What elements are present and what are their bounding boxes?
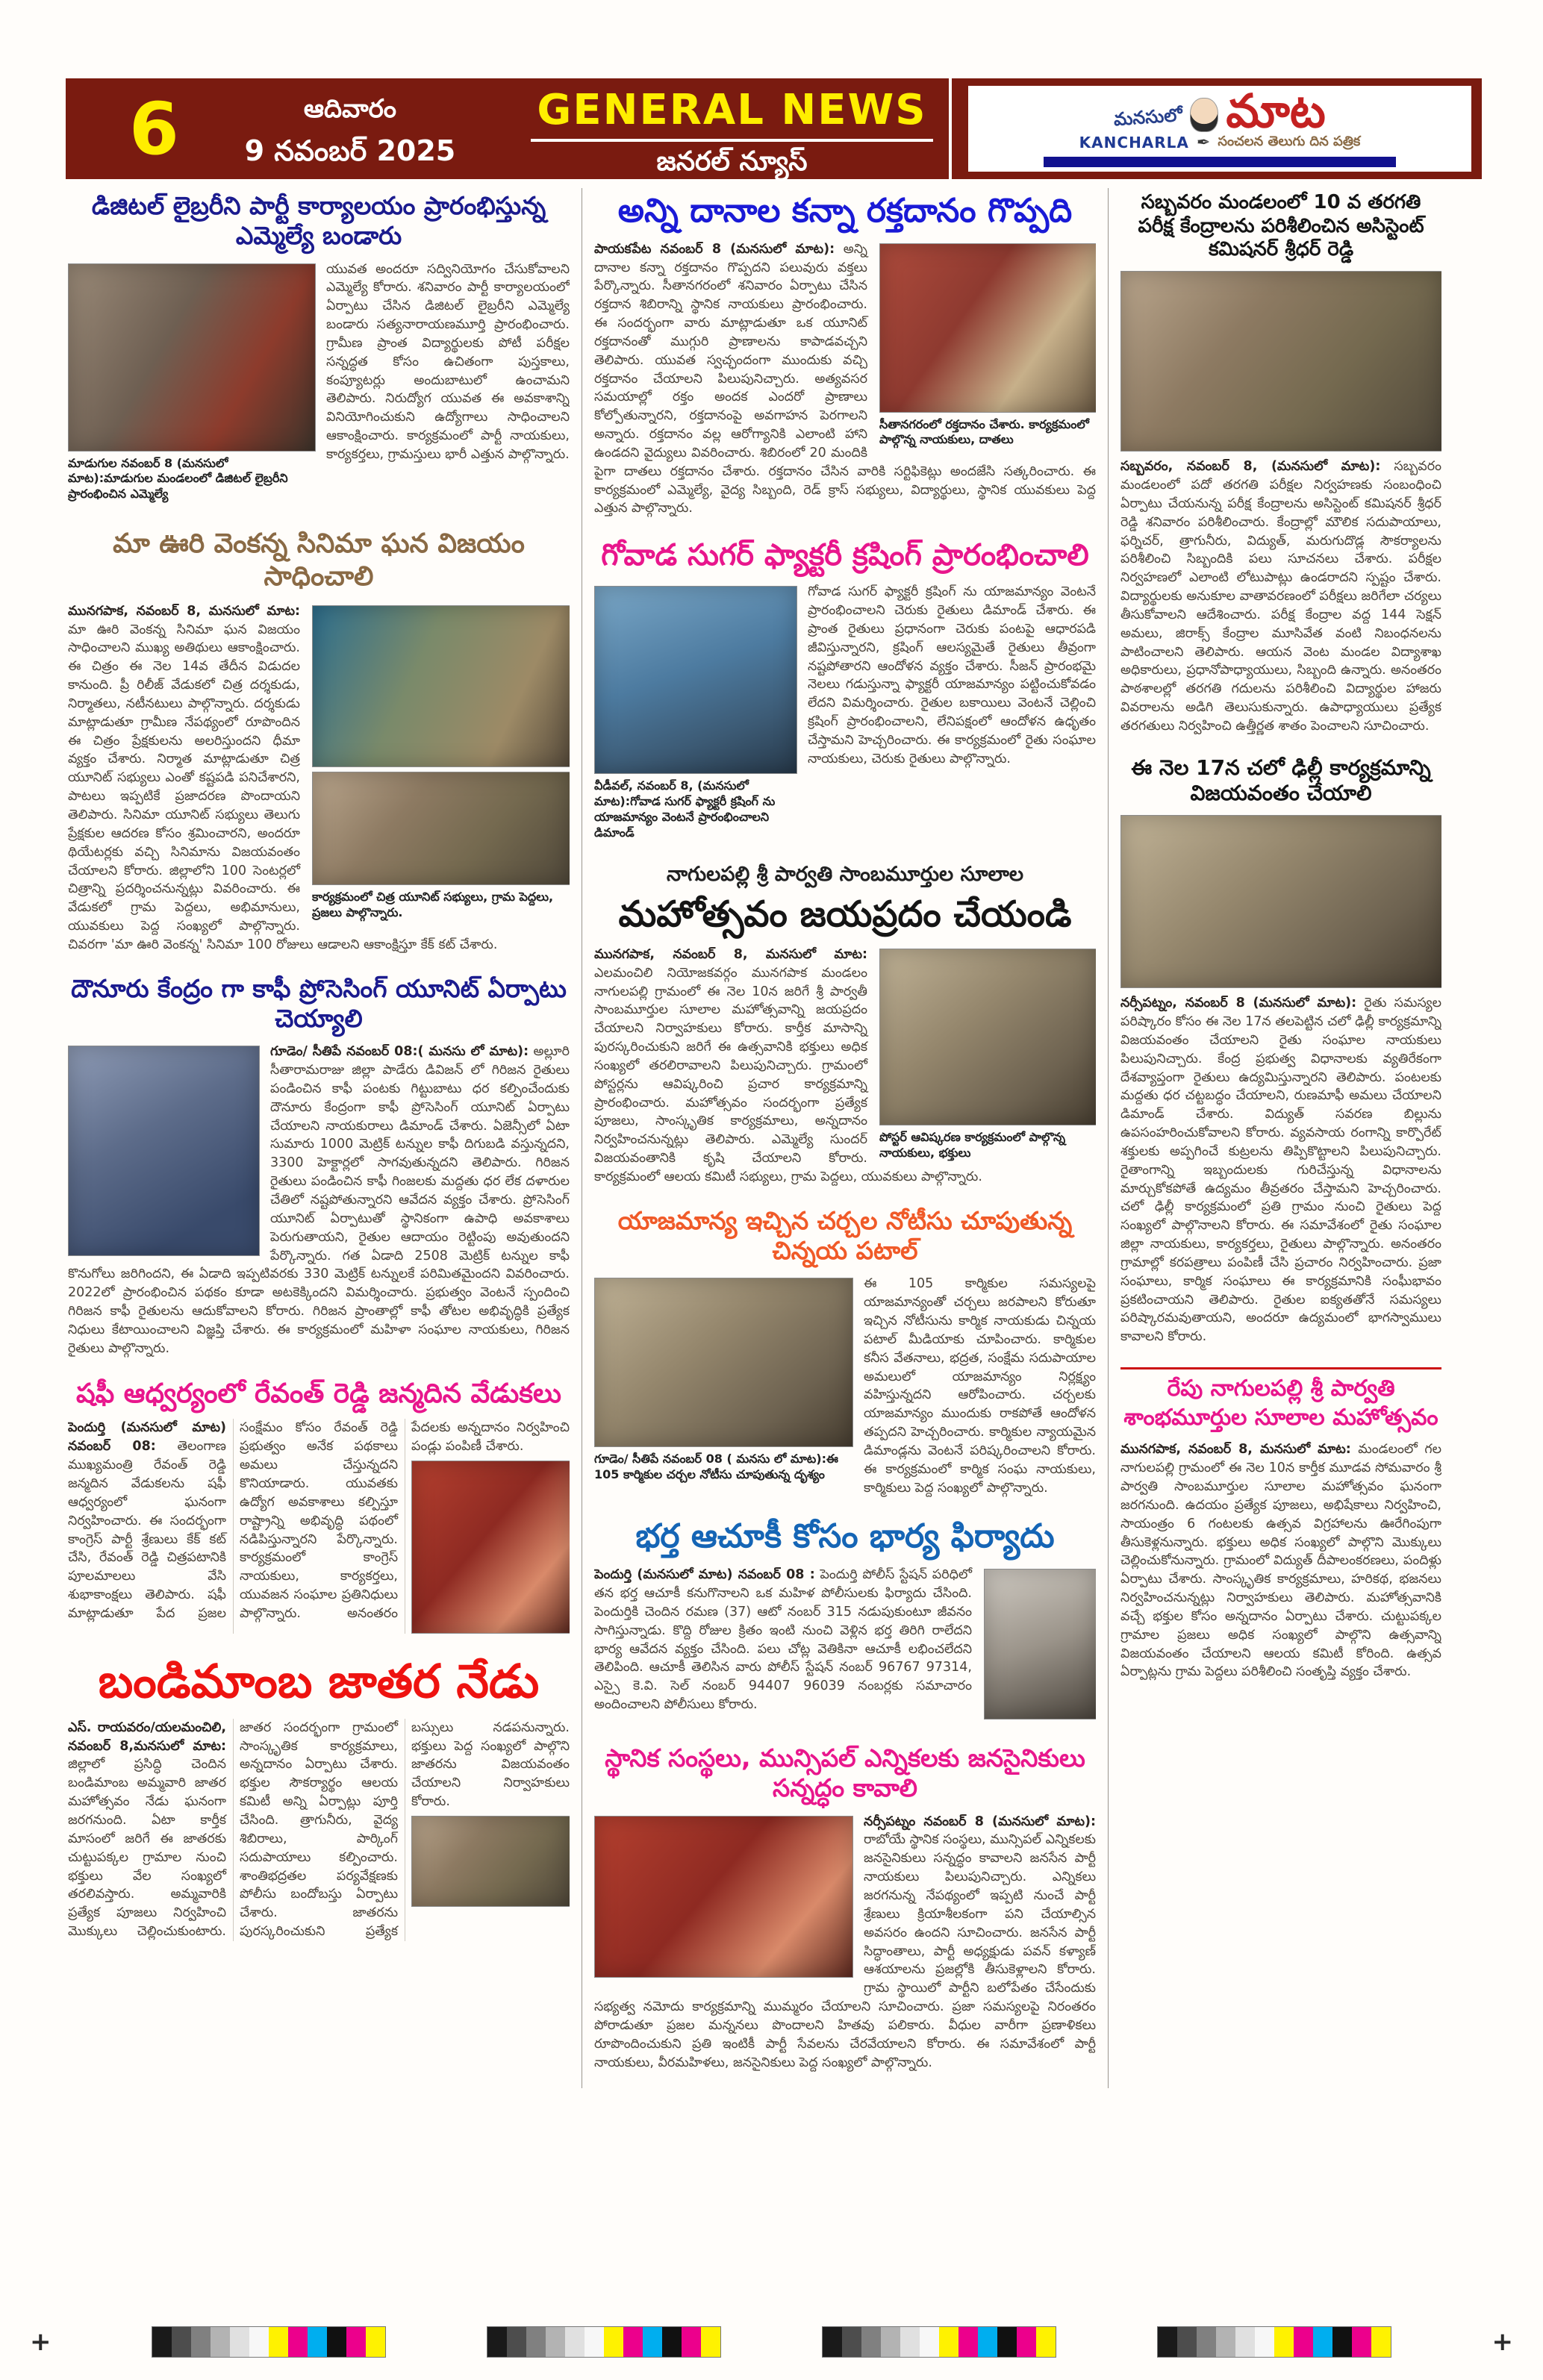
news-photo-woman-leader: [68, 1046, 260, 1256]
photo-caption: గూడెం/ సీతిపే నవంబర్ 08 ( మనసు లో మాట):ఈ 105 కార్మికుల చర్చల నోటీసు చూపుతున్న దృశ్యం: [594, 1452, 838, 1482]
dateline: పెందుర్తి (మనసులో మాట) నవంబర్ 08 :: [594, 1567, 815, 1583]
column-right: [1109, 188, 1453, 2088]
article-coffee-processing: [68, 971, 570, 1358]
weekday: ఆదివారం: [303, 93, 396, 124]
dateline: గూడెం/ సీతిపే నవంబర్ 08:( మనసు లో మాట):: [270, 1044, 529, 1060]
dateline: సబ్బవరం, నవంబర్ 8, (మనసులో మాట):: [1120, 459, 1381, 475]
page-columns: [56, 188, 1489, 2088]
crop-mark-left: +: [30, 2327, 52, 2357]
body-text: పెందుర్తి పోలీస్ స్టేషన్ పరిధిలో తన భర్త ఆచూకీ కనుగొనాలని ఒక మహిళ పోలీసులకు ఫిర్యాదు చేసింది. పెందుర్తికి చెందిన రమణ (37) ఆటో నంబర్ 315 నడుపుకుంటూ జీవనం సాగిస్తున్నాడు. కొద్ది రోజుల క్రితం ఇంటి నుంచి వెళ్లిన భర్త తిరిగి రాలేదని భార్య ఆవేదన వ్యక్తం చేసింది. పలు చోట్ల వెతికినా ఆచూకీ లభించలేదని తెలిపింది. ఆచూకీ తెలిసిన వారు పోలీస్ స్టేషన్ నంబర్ 96767 97314, ఎస్సై కె.వి. సెల్ నంబర్ 94407 96039 నంబర్లకు సమాచారం అందించాలని పోలీసులు కోరారు.: [594, 1567, 972, 1713]
logo-bar: [1044, 157, 1396, 167]
news-photo-janasena-meeting: [594, 1816, 853, 1978]
news-photo-farmer-leader: [594, 586, 797, 774]
kicker: నాగులపల్లి శ్రీ పార్వతి సాంబమూర్తుల సూలాల: [666, 863, 1024, 887]
headline: బండిమాంబ జాతర నేడు: [98, 1654, 540, 1709]
logo-title: మాట: [1226, 84, 1326, 139]
news-photo-missing-man: [984, 1569, 1096, 1720]
article-body: గోవాడ సుగర్ ఫ్యాక్టరీ క్రషింగ్ ను యాజమాన్యం వెంటనే ప్రారంభించాలని చెరుకు రైతులు డిమాండ్ చేశారు. ఈ ప్రాంత రైతులు ప్రధానంగా చెరుకు పంటపై ఆధారపడి జీవిస్తున్నారని, క్రషింగ్ ఆలస్యమైతే రైతులు తీవ్రంగా నష్టపోతారని ఆందోళన వ్యక్తం చేశారు. సీజన్ ప్రారంభమై నెలలు గడుస్తున్నా ఫ్యాక్టరీ యాజమాన్యం పట్టించుకోవడం లేదని విమర్శించారు. రైతుల బకాయిలు వెంటనే చెల్లించి క్రషింగ్ ప్రారంభించాలని, లేనిపక్షంలో ఆందోళన ఉధృతం చేస్తామని హెచ్చరించారు. ఈ కార్యక్రమంలో రైతు సంఘాల నాయకులు, చెరుకు రైతులు పాల్గొన్నారు.: [808, 584, 1096, 766]
body-text: అన్ని దానాల కన్నా రక్తదానం గొప్పదని పలువురు వక్తలు పేర్కొన్నారు. సీతానగరంలో శనివారం ఏర్పాటు చేసిన రక్తదాన శిబిరాన్ని స్థానిక నాయకులు ప్రారంభించారు. ఈ సందర్భంగా వారు మాట్లాడుతూ ఒక యూనిట్ రక్తదానంతో ముగ్గురి ప్రాణాలను కాపాడవచ్చని తెలిపారు. యువత స్వచ్ఛందంగా ముందుకు వచ్చి రక్తదానం చేయాలని పిలుపునిచ్చారు. అత్యవసర సమయాల్లో రక్తం అందక ఎందరో ప్రాణాలు కోల్పోతున్నారని, రక్తదానంపై అవగాహన పెరగాలని అన్నారు. రక్తదానం వల్ల ఆరోగ్యానికి ఎలాంటి హాని ఉండదని వైద్యులు వివరించారు. శిబిరంలో 20 మందికి పైగా దాతలు రక్తదానం చేశారు. రక్తదానం చేసిన వారికి సర్టిఫికెట్లు అందజేసి సత్కరించారు. ఈ కార్యక్రమంలో ఎమ్మెల్యే, వైద్య సిబ్బంది, రెడ్ క్రాస్ సభ్యులు, విద్యార్థులు, స్థానిక యువకులు పెద్ద ఎత్తున పాల్గొన్నారు.: [594, 241, 1096, 516]
news-photo-jatara: [411, 1816, 570, 1907]
body-text: మా ఊరి వెంకన్న సినిమా ఘన విజయం సాధించాలని ముఖ్య అతిథులు ఆకాంక్షించారు. ఈ చిత్రం ఈ నెల 14వ తేదీన విడుదల కానుంది. ప్రీ రిలీజ్ వేడుకలో చిత్ర దర్శకుడు, నిర్మాతలు, నటీనటులు పాల్గొన్నారు. దర్శకుడు మాట్లాడుతూ గ్రామీణ నేపథ్యంలో రూపొందిన ఈ చిత్రం ప్రేక్షకులను అలరిస్తుందని ధీమా వ్యక్తం చేశారు. నిర్మాత మాట్లాడుతూ చిత్ర యూనిట్ సభ్యులు ఎంతో కష్టపడి పనిచేశారని, పాటలు ఇప్పటికే ప్రజాదరణ పొందాయని తెలిపారు. సినిమా యూనిట్ సభ్యులు తెలుగు ప్రేక్షకుల ఆదరణ కోసం శ్రమించారని, అందరూ థియేటర్లకు వచ్చి సినిమాను విజయవంతం చేయాలని కోరారు. జిల్లాలోని 100 సెంటర్లలో చిత్రాన్ని ప్రదర్శించనున్నట్లు వివరించారు. ఈ వేడుకలో గ్రామ పెద్దలు, అభిమానులు, యువకులు పెద్ద సంఖ్యలో పాల్గొన్నారు. చివరగా 'మా ఊరి వెంకన్న' సినిమా 100 రోజులు ఆడాలని ఆకాంక్షిస్తూ కేక్ కట్ చేశారు.: [68, 622, 498, 952]
dateline: మునగపాక, నవంబర్ 8, మనసులో మాట:: [68, 603, 300, 619]
photo-caption: సీతానగరంలో రక్తదానం చేశారు. కార్యక్రమంలో పాల్గొన్న నాయకులు, దాతలు: [879, 416, 1089, 447]
photo-caption: పోస్టర్ ఆవిష్కరణ కార్యక్రమంలో పాల్గొన్న నాయకులు, భక్తులు: [879, 1129, 1066, 1160]
headline: గోవాడ సుగర్ ఫ్యాక్టరీ క్రషింగ్ ప్రారంభించాలి: [601, 538, 1089, 573]
page-number: 6: [129, 87, 179, 171]
date: 9 నవంబర్ 2025: [244, 134, 456, 167]
logo-word-top: మనసులో: [1113, 104, 1184, 131]
photo-caption: మాడుగుల నవంబర్ 8 (మనసులో మాట):మాడుగుల మండలంలో డిజిటల్ లైబ్రరీని ప్రారంభించిన ఎమ్మెల్యే: [68, 455, 288, 502]
dateline: నర్సీపట్నం నవంబర్ 8 (మనసులో మాట):: [864, 1814, 1096, 1829]
headline-line2: శాంభమూర్తుల సూలాల మహోత్సవం: [1123, 1404, 1438, 1431]
article-sugar-factory: [594, 534, 1096, 846]
body-text: సబ్బవరం మండలంలో పదో తరగతి పరీక్షల నిర్వహణకు సంబంధించి ఏర్పాటు చేయనున్న పరీక్ష కేంద్రాలను అసిస్టెంట్ కమిషనర్ శ్రీధర్ రెడ్డి శనివారం పరిశీలించారు. కేంద్రాల్లో మౌలిక సదుపాయాలు, ఫర్నిచర్, త్రాగునీరు, విద్యుత్, మరుగుదొడ్ల సౌకర్యాలను పరిశీలించి సిబ్బందికి పలు సూచనలు చేశారు. పరీక్షల నిర్వహణలో ఎలాంటి లోటుపాట్లు ఉండరాదని స్పష్టం చేశారు. విద్యార్థులకు అనుకూల వాతావరణంలో పరీక్షలు జరిగేలా చర్యలు తీసుకోవాలని ఆదేశించారు. పరీక్ష కేంద్రాల వద్ద 144 సెక్షన్ అమలు, జిరాక్స్ కేంద్రాల మూసివేత వంటి నిబంధనలను పాటించాలని తెలిపారు. ఆయన వెంట మండల విద్యాశాఖ అధికారులు, ప్రధానోపాధ్యాయులు, సిబ్బంది ఉన్నారు. అనంతరం పాఠశాలల్లో తరగతి గదులను పరిశీలించి విద్యార్థుల హాజరు వివరాలను అడిగి తెలుసుకున్నారు. ఉపాధ్యాయులు ప్రత్యేక తరగతులు నిర్వహించి ఉత్తీర్ణత శాతం పెంచాలని సూచించారు.: [1120, 459, 1441, 734]
article-body: ఈ 105 కార్మికుల సమస్యలపై యాజమాన్యంతో చర్చలు జరపాలని కోరుతూ ఇచ్చిన నోటీసును కార్మిక నాయకుడు చిన్నయ పటాల్ మీడియాకు చూపించారు. కార్మికుల కనీస వేతనాలు, భద్రత, సంక్షేమ సదుపాయాల అమలులో యాజమాన్యం నిర్లక్ష్యం వహిస్తున్నదని ఆరోపించారు. చర్చలకు యాజమాన్యం ముందుకు రాకపోతే ఆందోళన తప్పదని హెచ్చరించారు. కార్మికుల న్యాయమైన డిమాండ్లను వెంటనే పరిష్కరించాలని కోరారు. ఈ కార్యక్రమంలో కార్మిక సంఘ నాయకులు, కార్మికులు పెద్ద సంఖ్యలో పాల్గొన్నారు.: [864, 1276, 1096, 1496]
color-bar-group-2: [487, 2326, 721, 2358]
headline: ఈ నెల 17న చలో ఢిల్లీ కార్యక్రమాన్ని విజయవంతం చేయాలి: [1131, 755, 1431, 805]
color-bar-group-4: [1157, 2326, 1391, 2358]
header-divider: [949, 78, 952, 179]
body-text: జిల్లాలో ప్రసిద్ధి చెందిన బండిమాంబ అమ్మవారి జాతర మహోత్సవం నేడు ఘనంగా జరగనుంది. ఏటా కార్తీక మాసంలో జరిగే ఈ జాతరకు చుట్టుపక్కల గ్రామాల నుంచి భక్తులు వేల సంఖ్యలో తరలివస్తారు. అమ్మవారికి ప్రత్యేక పూజలు నిర్వహించి మొక్కులు చెల్లించుకుంటారు. జాతర సందర్భంగా గ్రామంలో సాంస్కృతిక కార్యక్రమాలు, అన్నదానం ఏర్పాటు చేశారు. భక్తుల సౌకర్యార్థం ఆలయ కమిటీ అన్ని ఏర్పాట్లు పూర్తి చేసింది. త్రాగునీరు, వైద్య శిబిరాలు, పార్కింగ్ సదుపాయాలు కల్పించారు. శాంతిభద్రతల పర్యవేక్షణకు పోలీసు బందోబస్తు ఏర్పాటు చేశారు. జాతరను పురస్కరించుకుని ప్రత్యేక బస్సులు నడపనున్నారు. భక్తులు పెద్ద సంఖ్యలో పాల్గొని జాతరను విజయవంతం చేయాలని నిర్వాహకులు కోరారు.: [68, 1720, 570, 1940]
article-digital-library: [68, 188, 570, 508]
headline: డిజిటల్ లైబ్రరీని పార్టీ కార్యాలయం ప్రారంభిస్తున్న ఎమ్మెల్యే బండారు: [91, 191, 546, 251]
dateline: మునగపాక, నవంబర్ 8, మనసులో మాట:: [594, 946, 867, 962]
headline: షఫీ ఆధ్వర్యంలో రేవంత్ రెడ్డి జన్మదిన వేడుకలు: [75, 1378, 562, 1409]
pen-nib-icon: ✒: [1196, 133, 1211, 152]
photo-caption: వీడీవల్, నవంబర్ 8, (మనసులో మాట):గోవాడ సుగర్ ఫ్యాక్టరీ క్రషింగ్ ను యాజమాన్యం వెంటనే ప్రారంభించాలని డిమాండ్: [594, 778, 776, 840]
section-rule: [1120, 1367, 1441, 1369]
article-exam-centres-inspection: [1120, 188, 1441, 736]
news-photo-garlanding: [411, 1461, 570, 1634]
masthead-band: [66, 78, 1482, 179]
headline: మా ఊరి వెంకన్న సినిమా ఘన విజయం సాధించాలి: [113, 528, 525, 592]
article-blood-donation: [594, 188, 1096, 518]
newspaper-logo: [968, 86, 1471, 172]
page-date-block: [66, 78, 521, 179]
headline: స్థానిక సంస్థలు, మున్సిపల్ ఎన్నికలకు జనసైనికులు సన్నద్ధం కావాలి: [605, 1743, 1085, 1803]
body-text: తెలంగాణ ముఖ్యమంత్రి రేవంత్ రెడ్డి జన్మదిన వేడుకలను షఫీ ఆధ్వర్యంలో ఘనంగా నిర్వహించారు. ఈ సందర్భంగా కాంగ్రెస్ పార్టీ శ్రేణులు కేక్ కట్ చేసి, రేవంత్ రెడ్డి చిత్రపటానికి పూలమాలలు వేసి శుభాకాంక్షలు తెలిపారు. షఫీ మాట్లాడుతూ పేద ప్రజల సంక్షేమం కోసం రేవంత్ రెడ్డి ప్రభుత్వం అనేక పథకాలు అమలు చేస్తున్నదని కొనియాడారు. యువతకు ఉద్యోగ అవకాశాలు కల్పిస్తూ రాష్ట్రాన్ని అభివృద్ధి పథంలో నడిపిస్తున్నారని పేర్కొన్నారు. కార్యక్రమంలో కాంగ్రెస్ నాయకులు, కార్యకర్తలు, యువజన సంఘాల ప్రతినిధులు పాల్గొన్నారు. అనంతరం పేదలకు అన్నదానం నిర్వహించి పండ్లు పంపిణీ చేశారు.: [68, 1420, 570, 1621]
body-text: అల్లూరి సీతారామరాజు జిల్లా పాడేరు డివిజన్ లో గిరిజన రైతులు పండించిన కాఫీ పంటకు గిట్టుబాటు ధర కల్పించేందుకు దౌనూరు కేంద్రంగా కాఫీ ప్రోసెసింగ్ యూనిట్ ఏర్పాటు చేయాలని నాయకురాలు డిమాండ్ చేశారు. ఏజెన్సీలో ఏటా సుమారు 1000 మెట్రిక్ టన్నుల కాఫీ దిగుబడి వస్తున్నదని, 3300 హెక్టార్లలో సాగవుతున్నదని తెలిపారు. గిరిజన రైతులు పండించిన కాఫీ గింజలకు మద్దతు ధర లేక దళారుల చేతిలో నష్టపోతున్నారని ఆవేదన వ్యక్తం చేశారు. ప్రోసెసింగ్ యూనిట్ ఏర్పాటుతో స్థానికంగా ఉపాధి అవకాశాలు పెరుగుతాయని, రైతుల ఆదాయం రెట్టింపు అవుతుందని పేర్కొన్నారు. గత ఏడాది 2508 మెట్రిక్ టన్నుల కాఫీ కొనుగోలు జరిగిందని, ఈ ఏడాది ఇప్పటివరకు 330 మెట్రిక్ టన్నులకే పరిమితమైందని వివరించారు. 2022లో ప్రారంభించిన పథకం కూడా అటకెక్కిందని విమర్శించారు. ప్రభుత్వం వెంటనే స్పందించి గిరిజన కాఫీ రైతులను ఆదుకోవాలని కోరారు. గిరిజన ప్రాంతాల్లో కాఫీ తోటల అభివృద్ధికి ప్రత్యేక నిధులు కేటాయించాలని విజ్ఞప్తి చేశారు. ఈ కార్యక్రమంలో మహిళా సంఘాల నాయకులు, గిరిజన రైతులు పాల్గొన్నారు.: [68, 1044, 570, 1356]
body-text: రాబోయే స్థానిక సంస్థలు, మున్సిపల్ ఎన్నికలకు జనసైనికులు సన్నద్ధం కావాలని జనసేన పార్టీ నాయకులు పిలుపునిచ్చారు. ఎన్నికలు జరగనున్న నేపథ్యంలో ఇప్పటి నుంచే పార్టీ శ్రేణులు క్రియాశీలకంగా పని చేయాల్సిన అవసరం ఉందని సూచించారు. జనసేన పార్టీ సిద్ధాంతాలు, పార్టీ అధ్యక్షుడు పవన్ కళ్యాణ్ ఆశయాలను ప్రజల్లోకి తీసుకెళ్లాలని కోరారు. గ్రామ స్థాయిలో పార్టీని బలోపేతం చేసేందుకు సభ్యత్వ నమోదు కార్యక్రమాన్ని ముమ్మరం చేయాలని సూచించారు. ప్రజా సమస్యలపై నిరంతరం పోరాడుతూ ప్రజల మన్ననలు పొందాలని హితవు పలికారు. వీధుల వారీగా ప్రణాళికలు రూపొందించుకుని ప్రతి ఇంటికీ పార్టీ సేవలను చేరవేయాలని కోరారు. ఈ సమావేశంలో పార్టీ నాయకులు, వీరమహిళలు, జనసైనికులు పెద్ద సంఖ్యలో పాల్గొన్నారు.: [594, 1832, 1096, 2070]
logo-brand: KANCHARLA: [1079, 134, 1189, 152]
headline: యాజమాన్య ఇచ్చిన చర్చల నోటీసు చూపుతున్న చిన్నయ పటాల్: [617, 1205, 1073, 1266]
news-photo-poster-launch: [879, 949, 1096, 1125]
dateline: ఎస్. రాయవరం/యలమంచిలి, నవంబర్ 8,మనసులో మాట:: [68, 1720, 226, 1754]
article-body: యువత అందరూ సద్వినియోగం చేసుకోవాలని ఎమ్మెల్యే కోరారు. శనివారం పార్టీ కార్యాలయంలో ఏర్పాటు చేసిన డిజిటల్ లైబ్రరీని ఎమ్మెల్యే బండారు సత్యనారాయణమూర్తి ప్రారంభించారు. గ్రామీణ ప్రాంత విద్యార్థులకు పోటీ పరీక్షల సన్నద్ధత కోసం ఉచితంగా పుస్తకాలు, కంప్యూటర్లు అందుబాటులో ఉంచామని తెలిపారు. నిరుద్యోగ యువత ఈ అవకాశాన్ని వినియోగించుకుని ఉద్యోగాలు సాధించాలని ఆకాంక్షించారు. కార్యక్రమంలో పార్టీ నాయకులు, కార్యకర్తలు, గ్రామస్తులు భారీ ఎత్తున పాల్గొన్నారు.: [326, 261, 570, 462]
headline: మహోత్సవం జయప్రదం చేయండి: [618, 893, 1072, 936]
news-photo-workers-group: [594, 1278, 853, 1447]
section-title-block: [521, 78, 943, 179]
column-left: [56, 188, 582, 2088]
logo-face-icon: [1190, 98, 1218, 132]
headline-line1: రేపు నాగులపల్లి శ్రీ పార్వతి: [1167, 1375, 1395, 1402]
color-bar-group-3: [822, 2326, 1056, 2358]
section-title-en: GENERAL NEWS: [531, 86, 932, 142]
headline: దౌనూరు కేంద్రం గా కాఫీ ప్రోసెసింగ్ యూనిట్ ఏర్పాటు చెయ్యాలి: [71, 973, 567, 1033]
news-photo-speaker: [312, 605, 570, 767]
headline: అన్ని దానాల కన్నా రక్తదానం గొప్పది: [617, 192, 1073, 230]
photo-caption: కార్యక్రమంలో చిత్ర యూనిట్ సభ్యులు, గ్రామ పెద్దలు, ప్రజలు పాల్గొన్నారు.: [312, 889, 554, 919]
body-text: మండలంలో గల నాగులపల్లి గ్రామంలో ఈ నెల 10న కార్తీక మూడవ సోమవారం శ్రీ పార్వతి సాంబమూర్తుల సూలాల మహోత్సవం ఘనంగా జరగనుంది. ఉదయం ప్రత్యేక పూజలు, అభిషేకాలు నిర్వహించి, సాయంత్రం 6 గంటలకు ఉత్సవ విగ్రహాలను ఊరేగింపుగా తీసుకెళ్లనున్నారు. భక్తులు అధిక సంఖ్యలో పాల్గొని మొక్కులు చెల్లించుకోనున్నారు. గ్రామంలో విద్యుత్ దీపాలంకరణలు, పందిళ్లు ఏర్పాటు చేశారు. సాంస్కృతిక కార్యక్రమాలు, హరికథ, భజనలు నిర్వహించనున్నట్లు నిర్వాహకులు తెలిపారు. మహోత్సవానికి వచ్చే భక్తుల కోసం అన్నదానం ఏర్పాటు చేశారు. చుట్టుపక్కల గ్రామాల ప్రజలు అధిక సంఖ్యలో పాల్గొని ఉత్సవాన్ని విజయవంతం చేయాలని ఆలయ కమిటీ కోరింది. ఉత్సవ ఏర్పాట్లను గ్రామ పెద్దలు పరిశీలించి సంతృప్తి వ్యక్తం చేశారు.: [1120, 1442, 1441, 1680]
article-body: [1120, 457, 1441, 736]
logo-tagline: సంచలన తెలుగు దిన పత్రిక: [1218, 133, 1361, 149]
news-photo-library-opening: [68, 263, 316, 452]
article-body: [1120, 1440, 1441, 1681]
news-photo-farmers-meeting: [1120, 815, 1441, 988]
news-photo-officials-group: [1120, 271, 1441, 452]
crop-mark-right: +: [1491, 2327, 1513, 2357]
news-photo-blood-camp: [879, 243, 1096, 413]
article-birthday-celebration: [68, 1375, 570, 1634]
headline: సబ్బవరం మండలంలో 10 వ తరగతి పరీక్ష కేంద్రాలను పరిశీలించిన అసిస్టెంట్ కమిషనర్ శ్రీధర్ రెడ్డి: [1138, 191, 1424, 261]
dateline: నర్సీపట్నం, నవంబర్ 8 (మనసులో మాట):: [1120, 996, 1357, 1011]
body-text: ఎలమంచిలి నియోజకవర్గం మునగపాక మండలం నాగులపల్లి గ్రామంలో ఈ నెల 10న జరిగే శ్రీ పార్వతీ సాంబమూర్తుల సూలాల మహోత్సవాన్ని జయప్రదం చేయాలని నిర్వాహకులు కోరారు. కార్తీక మాసాన్ని పురస్కరించుకుని జరిగే ఈ ఉత్సవానికి భక్తులు అధిక సంఖ్యలో తరలిరావాలని పిలుపునిచ్చారు. గ్రామంలో పోస్టర్లను ఆవిష్కరించి ప్రచార కార్యక్రమాన్ని ప్రారంభించారు. మహోత్సవం సందర్భంగా ప్రత్యేక పూజలు, సాంస్కృతిక కార్యక్రమాలు, అన్నదానం నిర్వహించనున్నట్లు తెలిపారు. ఎమ్మెల్యే సుందర్ విజయవంతానికి కృషి చేయాలని కోరారు. కార్యక్రమంలో ఆలయ కమిటీ సభ్యులు, గ్రామ పెద్దలు, యువకులు పాల్గొన్నారు.: [594, 965, 982, 1184]
article-janasena-elections: [594, 1740, 1096, 2072]
dateline: పెందుర్తి (మనసులో మాట) నవంబర్ 08:: [68, 1420, 226, 1455]
article-movie-venkanna: [68, 525, 570, 955]
article-chalo-delhi: [1120, 752, 1441, 1346]
section-title-te: జనరల్ న్యూస్: [656, 146, 808, 177]
print-registration-marks: [30, 2325, 1513, 2359]
column-center: [582, 188, 1109, 2088]
article-body: [1120, 994, 1441, 1346]
color-bar-group-1: [152, 2326, 386, 2358]
headline: భర్త ఆచూకీ కోసం భార్య ఫిర్యాదు: [635, 1517, 1055, 1556]
article-soolala-mahotsavam: [1120, 1363, 1441, 1681]
article-workers-notice: [594, 1203, 1096, 1498]
dateline: పాయకపేట నవంబర్ 8 (మనసులో మాట):: [594, 241, 835, 257]
news-photo-stage-group: [312, 772, 570, 885]
article-mahotsavam-success: [594, 863, 1096, 1187]
dateline: మునగపాక, నవంబర్ 8, మనసులో మాట:: [1120, 1442, 1351, 1458]
body-text: రైతు సమస్యల పరిష్కారం కోసం ఈ నెల 17న తలపెట్టిన చలో ఢిల్లీ కార్యక్రమాన్ని విజయవంతం చేయాలని రైతు సంఘాల నాయకులు పిలుపునిచ్చారు. కేంద్ర ప్రభుత్వ విధానాలకు వ్యతిరేకంగా దేశవ్యాప్తంగా రైతులు ఉద్యమిస్తున్నారని తెలిపారు. పంటలకు మద్దతు ధర చట్టబద్ధం చేయాలని, రుణమాఫీ అమలు చేయాలని డిమాండ్ చేశారు. విద్యుత్ సవరణ బిల్లును ఉపసంహరించుకోవాలని కోరారు. వ్యవసాయ రంగాన్ని కార్పొరేట్ శక్తులకు అప్పగించే కుట్రలను తిప్పికొట్టాలని పిలుపునిచ్చారు. రైతాంగాన్ని ఇబ్బందులకు గురిచేస్తున్న విధానాలను మార్చుకోకపోతే ఉద్యమం తీవ్రతరం చేస్తామని హెచ్చరించారు. చలో ఢిల్లీ కార్యక్రమంలో ప్రతి గ్రామం నుంచి రైతులు పెద్ద సంఖ్యలో పాల్గొనాలని కోరారు. ఈ సమావేశంలో రైతు సంఘాల జిల్లా నాయకులు, కార్యకర్తలు, రైతులు పాల్గొన్నారు. అనంతరం గ్రామాల్లో కరపత్రాలు పంపిణీ చేసి ప్రచారం నిర్వహించారు. ప్రజా సంఘాలు, కార్మిక సంఘాలు ఈ కార్యక్రమానికి సంఘీభావం ప్రకటించాయని తెలిపారు. రైతుల ఐక్యతతోనే సమస్యలు పరిష్కారమవుతాయని, అందరూ ఉద్యమంలో భాగస్వాములు కావాలని కోరారు.: [1120, 996, 1441, 1345]
article-bandimamba-jatara: [68, 1650, 570, 1941]
article-missing-husband: [594, 1514, 1096, 1724]
